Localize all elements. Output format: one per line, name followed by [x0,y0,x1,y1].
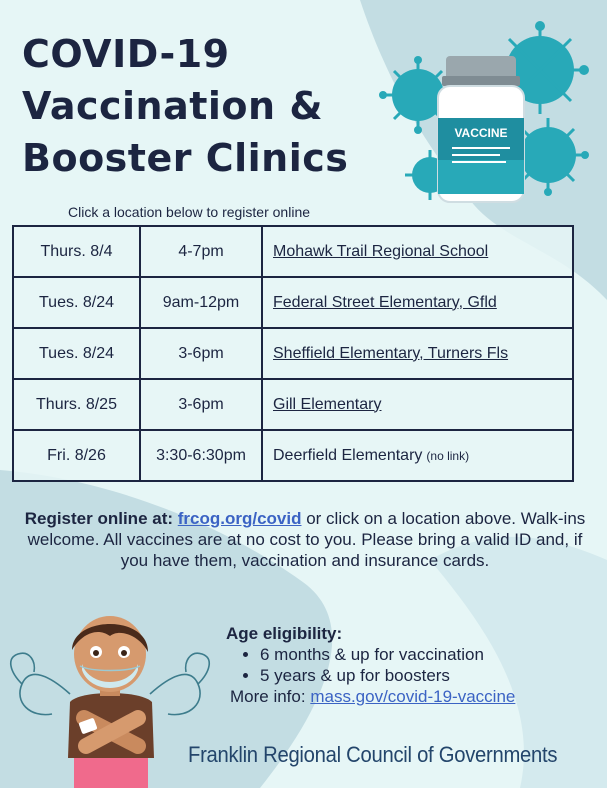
vaccine-vial-icon [370,10,595,225]
title-line-2: Vaccination & [22,84,323,128]
list-item: • 6 months & up for vaccination [260,644,515,665]
table-row [13,226,573,277]
clinic-location-cell [262,328,573,379]
clinic-time: 9am-12pm [140,277,262,328]
clinic-location-cell [262,379,573,430]
list-item: • 5 years & up for boosters [260,665,515,686]
age-eligibility-heading: Age eligibility: [226,624,343,643]
clinic-location-link[interactable]: Gill Elementary [273,395,382,413]
register-details: or click on a location above. Walk-ins welcome. All vaccines are at no cost to you. Please bring a valid ID and, if you have them, vaccination and insurance cards. [27,509,586,570]
clinic-location-cell [262,277,573,328]
clinic-time: 3-6pm [140,379,262,430]
more-info [230,686,515,707]
table-row [13,277,573,328]
table-row [13,328,573,379]
table-row [13,430,573,481]
no-link-note: (no link) [426,448,470,463]
clinic-time: 3:30-6:30pm [140,430,262,481]
clinic-day: Fri. 8/26 [13,430,140,481]
age-eligibility [226,624,515,707]
clinic-day: Tues. 8/24 [13,328,140,379]
eligibility-list [226,644,515,686]
title-line-1: COVID-19 [22,32,230,76]
organization-name: Franklin Regional Council of Governments [188,742,558,767]
register-info [20,508,590,571]
clinic-day: Thurs. 8/4 [13,226,140,277]
title-line-3: Booster Clinics [22,136,349,180]
clinic-location-text: Deerfield Elementary [273,446,423,464]
table-row [13,379,573,430]
clinic-location-link[interactable]: Federal Street Elementary, Gfld [273,293,497,311]
vaccine-label: VACCINE [454,126,508,140]
clinic-day: Thurs. 8/25 [13,379,140,430]
register-instruction: Click a location below to register online [68,204,311,220]
clinic-location-link[interactable]: Mohawk Trail Regional School [273,242,489,260]
mass-gov-vaccine-link[interactable]: mass.gov/covid-19-vaccine [310,687,516,706]
clinic-location-cell [262,430,573,481]
clinic-location-link[interactable]: Sheffield Elementary, Turners Fls [273,344,509,362]
frcog-register-link[interactable]: frcog.org/covid [177,509,302,528]
clinic-time: 4-7pm [140,226,262,277]
register-lead: Register online at: [24,509,174,528]
child-illustration [0,606,215,788]
clinic-day: Tues. 8/24 [13,277,140,328]
clinic-schedule-table [12,225,574,482]
more-info-label: More info: [230,687,306,706]
clinic-time: 3-6pm [140,328,262,379]
clinic-location-cell [262,226,573,277]
page-title [22,28,348,184]
